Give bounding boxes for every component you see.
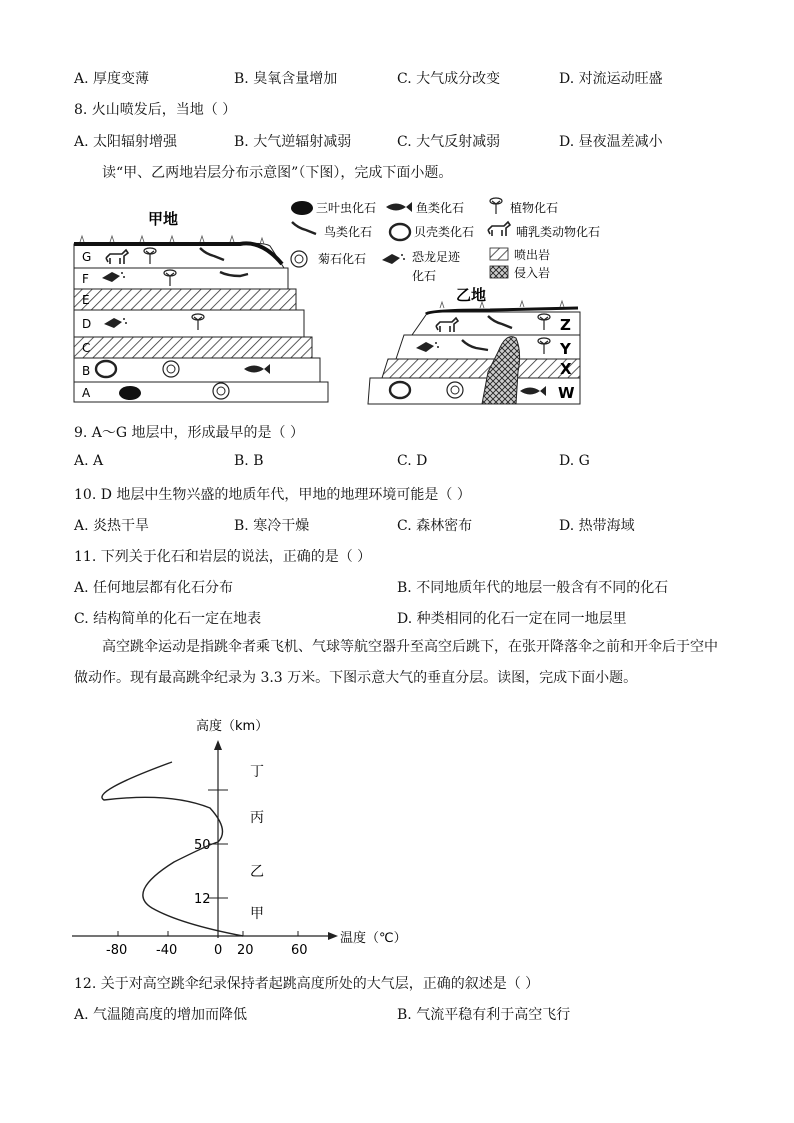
jia-layer-e [74, 289, 296, 310]
layer-jia: 甲 [250, 906, 264, 922]
y-tick-50: 50 [194, 838, 211, 853]
ammonite-icon [291, 251, 307, 267]
ammonite-icon [163, 361, 179, 377]
layer-bing: 丙 [250, 810, 264, 826]
trilobite-icon [291, 201, 313, 215]
q9-option-a: A. A [74, 453, 104, 469]
q10-option-d: D. 热带海域 [559, 518, 635, 534]
q8-option-c: C. 大气反射减弱 [397, 134, 501, 150]
q11-option-c: C. 结构简单的化石一定在地表 [74, 611, 262, 627]
ammonite-icon [213, 383, 229, 399]
label-b: B [82, 364, 91, 378]
legend-intrusive: 侵入岩 [514, 266, 551, 280]
q7-option-a: A. 厚度变薄 [74, 71, 150, 87]
q12-option-b: B. 气流平稳有利于高空飞行 [397, 1007, 571, 1023]
label-f: F [82, 272, 89, 286]
x-tick-0: 0 [214, 943, 223, 958]
temperature-curve [102, 762, 243, 936]
q9-option-b: B. B [234, 453, 264, 469]
jia-layer-g [74, 243, 284, 268]
plant-icon [490, 198, 502, 214]
x-tick-neg80: -80 [106, 943, 128, 958]
q9-stem: 9. A～G 地层中，形成最早的是（ ） [74, 425, 305, 441]
y-axis-arrow [214, 740, 222, 750]
label-z: Z [560, 316, 571, 334]
fish-icon [386, 202, 412, 212]
rock-strata-figure [70, 192, 630, 410]
q11-stem: 11. 下列关于化石和岩层的说法，正确的是（ ） [74, 549, 372, 565]
legend-bird: 鸟类化石 [324, 225, 373, 239]
trilobite-icon [119, 386, 141, 400]
q7-option-b: B. 臭氧含量增加 [234, 71, 338, 87]
q10-stem: 10. D 地层中生物兴盛的地质年代，甲地的地理环境可能是（ ） [74, 487, 471, 503]
legend [291, 198, 600, 283]
q10-option-b: B. 寒冷干燥 [234, 518, 310, 534]
q8-option-d: D. 昼夜温差减小 [559, 134, 663, 150]
label-d: D [82, 317, 92, 331]
atmosphere-figure [60, 712, 420, 960]
shell-icon [390, 224, 410, 240]
yi-layer-z [412, 312, 580, 335]
label-y: Y [560, 340, 571, 358]
q8-option-b: B. 大气逆辐射减弱 [234, 134, 352, 150]
intrusive-swatch [490, 266, 508, 278]
q11-option-d: D. 种类相同的化石一定在同一地层里 [397, 611, 627, 627]
legend-extrusive: 喷出岩 [514, 248, 551, 262]
intro-rock-layers: 读“甲、乙两地岩层分布示意图”（下图），完成下面小题。 [102, 165, 453, 181]
q8-stem: 8. 火山喷发后，当地（ ） [74, 102, 237, 118]
q11-option-a: A. 任何地层都有化石分布 [74, 580, 234, 596]
intro-skydiving: 高空跳伞运动是指跳伞者乘飞机、气球等航空器升至高空后跳下，在张开降落伞之前和开伞后于空中做动作。现有最高跳伞纪录为 3.3 万米。下图示意大气的垂直分层。读图，完成下面小题。 [74, 639, 718, 686]
q7-option-c: C. 大气成分改变 [397, 71, 501, 87]
label-a: A [82, 386, 91, 400]
legend-mammal: 哺乳类动物化石 [516, 225, 601, 239]
layer-labels [250, 764, 264, 922]
jia-title: 甲地 [148, 210, 179, 228]
bird-icon [292, 222, 316, 234]
legend-dinosaur-1: 恐龙足迹 [412, 250, 461, 264]
extrusive-swatch [490, 248, 508, 260]
q11-option-b: B. 不同地质年代的地层一般含有不同的化石 [397, 580, 669, 596]
q8-option-a: A. 太阳辐射增强 [74, 134, 178, 150]
legend-trilobite: 三叶虫化石 [316, 201, 377, 215]
label-c: C [82, 341, 91, 355]
q10-option-a: A. 炎热干旱 [74, 518, 150, 534]
y-tick-12: 12 [194, 892, 211, 907]
legend-dinosaur-2: 化石 [412, 269, 437, 283]
y-axis-label: 高度（km） [196, 719, 269, 734]
x-axis-label: 温度（℃） [340, 931, 407, 946]
legend-shell: 贝壳类化石 [414, 225, 475, 239]
label-w: W [558, 384, 575, 402]
layer-yi: 乙 [250, 864, 264, 880]
label-g: G [82, 250, 92, 264]
shell-icon [390, 382, 410, 398]
q7-option-d: D. 对流运动旺盛 [559, 71, 663, 87]
q9-option-c: C. D [397, 453, 428, 469]
x-tick-20: 20 [237, 943, 254, 958]
x-axis-arrow [328, 932, 338, 940]
x-tick-labels [106, 943, 308, 958]
mammal-icon [488, 222, 510, 236]
label-x: X [560, 360, 572, 378]
shell-icon [96, 361, 116, 377]
legend-plant: 植物化石 [510, 201, 559, 215]
jia-layer-a [74, 382, 328, 402]
ammonite-icon [447, 382, 463, 398]
yi-layer-x [382, 359, 580, 378]
legend-ammonite: 菊石化石 [318, 252, 367, 266]
q12-stem: 12. 关于对高空跳伞纪录保持者起跳高度所处的大气层，正确的叙述是（ ） [74, 976, 540, 992]
label-e: E [82, 293, 90, 307]
q9-option-d: D. G [559, 453, 590, 469]
legend-fish: 鱼类化石 [416, 201, 465, 215]
q10-option-c: C. 森林密布 [397, 518, 473, 534]
x-tick-neg40: -40 [156, 943, 178, 958]
dinosaur-footprint-icon [382, 254, 405, 264]
layer-ding: 丁 [250, 764, 264, 780]
x-tick-60: 60 [291, 943, 308, 958]
jia-layer-c [74, 337, 312, 358]
q12-option-a: A. 气温随高度的增加而降低 [74, 1007, 248, 1023]
yi-title: 乙地 [456, 286, 487, 304]
